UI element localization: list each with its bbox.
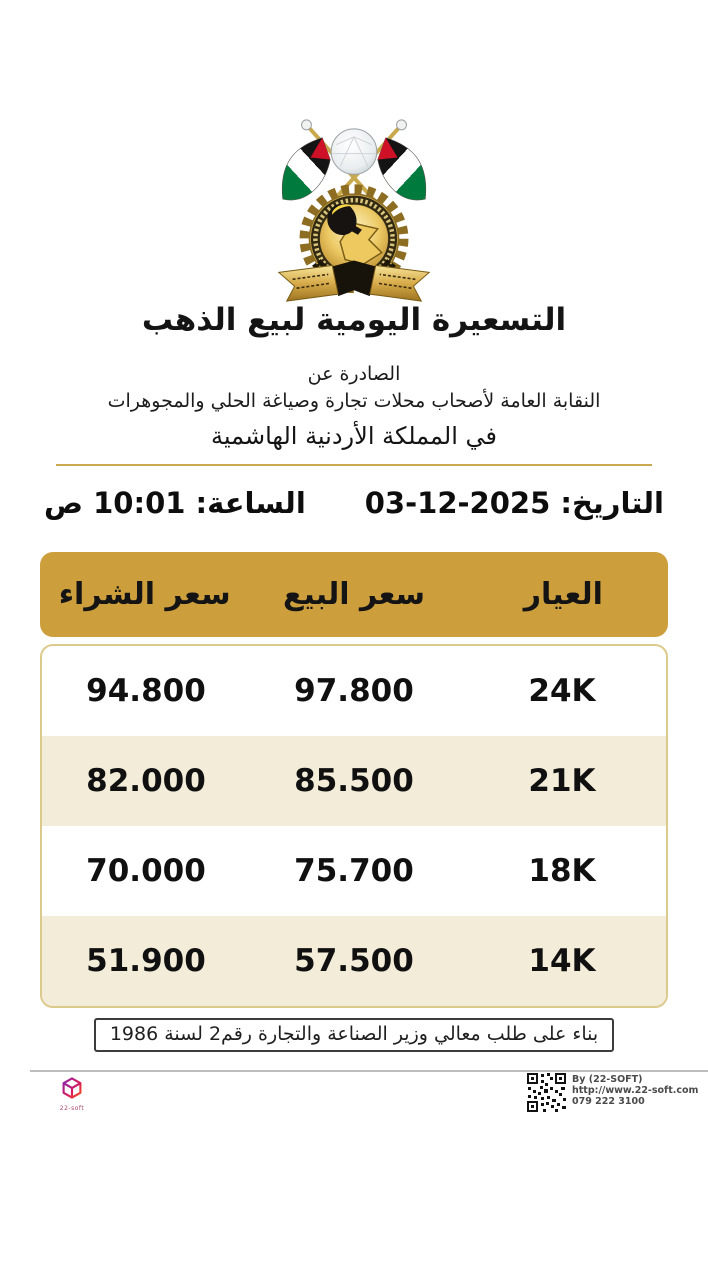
sell-price-cell: 75.700 (294, 853, 414, 889)
vendor-text (572, 1072, 698, 1107)
country-line: في المملكة الأردنية الهاشمية (210, 422, 498, 450)
time-field (44, 486, 306, 520)
table-row (42, 736, 666, 826)
karat-cell: 14K (528, 943, 596, 979)
sell-price-cell: 57.500 (294, 943, 414, 979)
table-body (40, 644, 668, 1008)
price-table (40, 552, 668, 1008)
column-karat: العيار (523, 577, 603, 612)
issuer-name: النقابة العامة لأصحاب محلات تجارة وصياغة الحلي والمجوهرات (107, 390, 601, 412)
qr-code-icon (526, 1072, 567, 1113)
page-title: التسعيرة اليومية لبيع الذهب (141, 302, 567, 338)
karat-cell: 18K (528, 853, 596, 889)
legal-footnote: بناء على طلب معالي وزير الصناعة والتجارة رقم2 لسنة 1986 (94, 1018, 614, 1052)
vendor-name-small: 22-soft (59, 1105, 85, 1112)
buy-price-cell: 51.900 (86, 943, 206, 979)
sell-price-cell: 97.800 (294, 673, 414, 709)
table-header (40, 552, 668, 637)
karat-cell: 24K (528, 673, 596, 709)
footnote-wrap (0, 1018, 708, 1052)
cube-logo-icon (60, 1076, 84, 1100)
column-sell-price: سعر البيع (282, 577, 426, 612)
date-value: 03-12-2025 (364, 486, 551, 520)
table-row (42, 646, 666, 736)
datetime-row (0, 486, 708, 520)
date-label: التاريخ: (560, 486, 664, 520)
buy-price-cell: 82.000 (86, 763, 206, 799)
column-buy-price: سعر الشراء (58, 577, 231, 612)
vendor-credit (526, 1072, 698, 1113)
vendor-url: http://www.22-soft.com (572, 1085, 699, 1096)
syndicate-emblem-icon (266, 112, 442, 310)
table-row (42, 916, 666, 1006)
karat-cell: 21K (528, 763, 596, 799)
vendor-by-line: By (22-SOFT) (572, 1074, 643, 1085)
date-field (365, 486, 664, 520)
table-row (42, 826, 666, 916)
syndicate-logo (0, 112, 708, 310)
sell-price-cell: 85.500 (294, 763, 414, 799)
buy-price-cell: 70.000 (86, 853, 206, 889)
issued-by-label: الصادرة عن (307, 363, 401, 385)
time-value: 10:01 ص (44, 486, 186, 520)
vendor-logo (52, 1076, 92, 1112)
gold-divider (56, 464, 652, 466)
vendor-phone: 079 222 3100 (572, 1096, 645, 1107)
buy-price-cell: 94.800 (86, 673, 206, 709)
time-label: الساعة: (195, 486, 306, 520)
